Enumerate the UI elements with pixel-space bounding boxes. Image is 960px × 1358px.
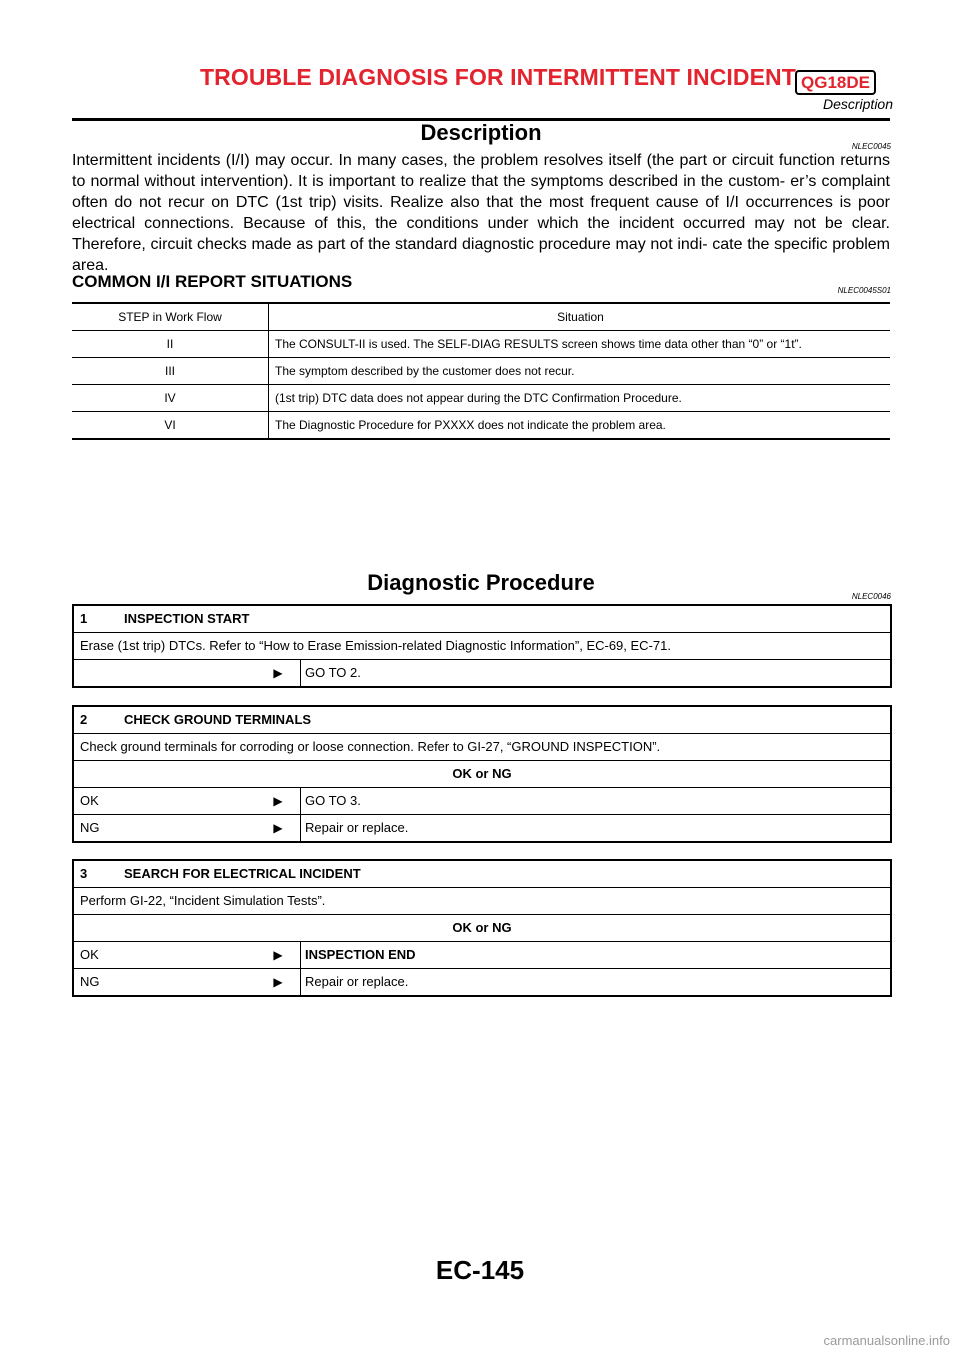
procedure-step-2 [72,705,892,843]
step-result-row [74,660,890,686]
table-row [72,331,890,358]
header-title: TROUBLE DIAGNOSIS FOR INTERMITTENT INCIDENT [200,64,796,90]
arrow-right-icon: ▶ [256,788,301,814]
table-row [72,412,890,440]
result-action: Repair or replace. [305,820,409,835]
result-action: GO TO 3. [305,793,361,808]
result-label [74,660,256,686]
table-row [72,385,890,412]
header-subtitle: Description [822,96,893,112]
ok-or-ng-label: OK or NG [74,761,890,788]
arrow-right-icon: ▶ [256,660,301,686]
step-cell: III [72,358,269,385]
ok-or-ng-label: OK or NG [74,915,890,942]
procedure-code: NLEC0046 [851,592,891,601]
result-label: NG [80,820,100,835]
description-heading: Description [420,120,542,145]
step-title: 3 SEARCH FOR ELECTRICAL INCIDENT [74,861,890,888]
situation-cell: The CONSULT-II is used. The SELF-DIAG RESULTS screen shows time data other than “0” or “1t”. [269,331,891,358]
situation-cell: The symptom described by the customer does not recur. [269,358,891,385]
step-result-row [74,788,890,815]
result-action: INSPECTION END [305,947,416,962]
step-cell: IV [72,385,269,412]
header-model-badge: QG18DE [795,70,876,95]
watermark: carmanualsonline.info [823,1333,950,1348]
column-header-step: STEP in Work Flow [72,303,269,331]
page-number: EC-145 [435,1255,525,1285]
result-label: OK [80,947,99,962]
situation-cell: (1st trip) DTC data does not appear during the DTC Confirmation Procedure. [269,385,891,412]
description-code: NLEC0045 [851,142,891,151]
procedure-step-3 [72,859,892,997]
step-cell: II [72,331,269,358]
procedure-heading: Diagnostic Procedure [367,570,595,595]
arrow-right-icon: ▶ [256,942,301,968]
table-header-row [72,303,890,331]
situations-table [72,302,890,440]
report-heading: COMMON I/I REPORT SITUATIONS [72,272,353,291]
result-label: OK [80,793,99,808]
report-code: NLEC0045S01 [837,286,891,295]
step-title: 2 CHECK GROUND TERMINALS [74,707,890,734]
step-instruction: Perform GI-22, “Incident Simulation Tests”. [74,888,890,915]
step-result-row [74,815,890,841]
step-result-row [74,942,890,969]
step-result-row [74,969,890,995]
arrow-right-icon: ▶ [256,815,301,841]
step-title: 1 INSPECTION START [74,606,890,633]
procedure-step-1 [72,604,892,688]
description-body: Intermittent incidents (I/I) may occur. In many cases, the problem resolves itself (the part or circuit function returns to normal without intervention). It is important to realize that the symptoms described in the custom- er’s complaint often do not recur on DTC (1st trip) visits. Realize also that the most frequent cause of I/I occurrences is poor electrical connections. Because of this, the conditions under which the incident occurred may not be clear. Therefore, circuit checks made as part of the standard diagnostic procedure may not indi- cate the specific problem area. [72,152,890,274]
step-instruction: Check ground terminals for corroding or loose connection. Refer to GI-27, “GROUND INSPECTION”. [74,734,890,761]
result-action: GO TO 2. [305,665,361,680]
result-action: Repair or replace. [305,974,409,989]
result-label: NG [80,974,100,989]
step-cell: VI [72,412,269,440]
situation-cell: The Diagnostic Procedure for PXXXX does not indicate the problem area. [269,412,891,440]
arrow-right-icon: ▶ [256,969,301,995]
column-header-situation: Situation [269,303,891,331]
step-instruction: Erase (1st trip) DTCs. Refer to “How to Erase Emission-related Diagnostic Information”, EC-69, EC-71. [74,633,890,660]
table-row [72,358,890,385]
